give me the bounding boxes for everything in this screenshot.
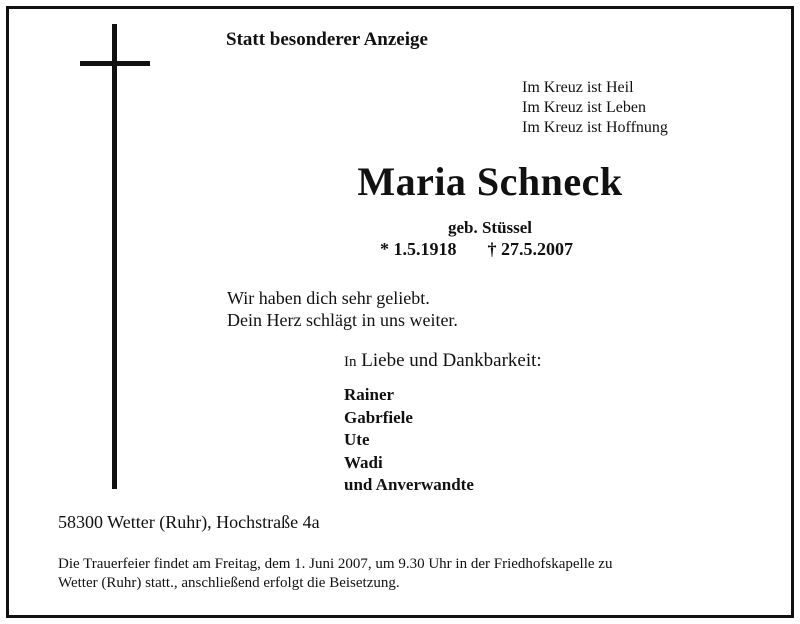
death-date: 27.5.2007 [501,239,573,259]
mourners-list [344,384,474,497]
mourner-name: Wadi [344,452,383,472]
deceased-name: Maria Schneck [357,159,623,204]
verse-line: Im Kreuz ist Heil [522,79,634,96]
life-dates [380,239,573,260]
poem-line: Wir haben dich sehr geliebt. [227,288,430,308]
address: 58300 Wetter (Ruhr), Hochstraße 4a [58,512,320,532]
birth-name: geb. Stüssel [447,218,533,237]
mourner-name: Rainer [344,385,395,404]
death-cross-symbol: † [487,239,497,259]
notice-heading: Statt besonderer Anzeige [226,29,428,50]
love-line-prefix: In [344,354,357,370]
notice-line: Wetter (Ruhr) statt., anschließend erfolgt die Beisetzung. [58,575,400,591]
poem-line: Dein Herz schlägt in uns weiter. [227,310,458,330]
cross-horizontal-bar [80,61,150,66]
mourner-name: Gabrfiele [344,407,413,427]
poem [227,287,458,331]
love-line-text: Liebe und Dankbarkeit: [361,350,542,371]
verse [522,78,668,138]
verse-line: Im Kreuz ist Hoffnung [522,119,668,136]
funeral-notice [58,555,778,593]
notice-line: Die Trauerfeier findet am Freitag, dem 1. Juni 2007, um 9.30 Uhr in der Friedhofskapelle zu [58,556,613,572]
birth-date: 1.5.1918 [393,239,457,259]
mourner-name: und Anverwandte [344,475,474,494]
cross-vertical-bar [112,24,117,489]
mourner-name: Ute [344,430,370,449]
love-and-gratitude-line [344,350,542,372]
birth-symbol: * [380,239,389,259]
verse-line: Im Kreuz ist Leben [522,99,646,116]
